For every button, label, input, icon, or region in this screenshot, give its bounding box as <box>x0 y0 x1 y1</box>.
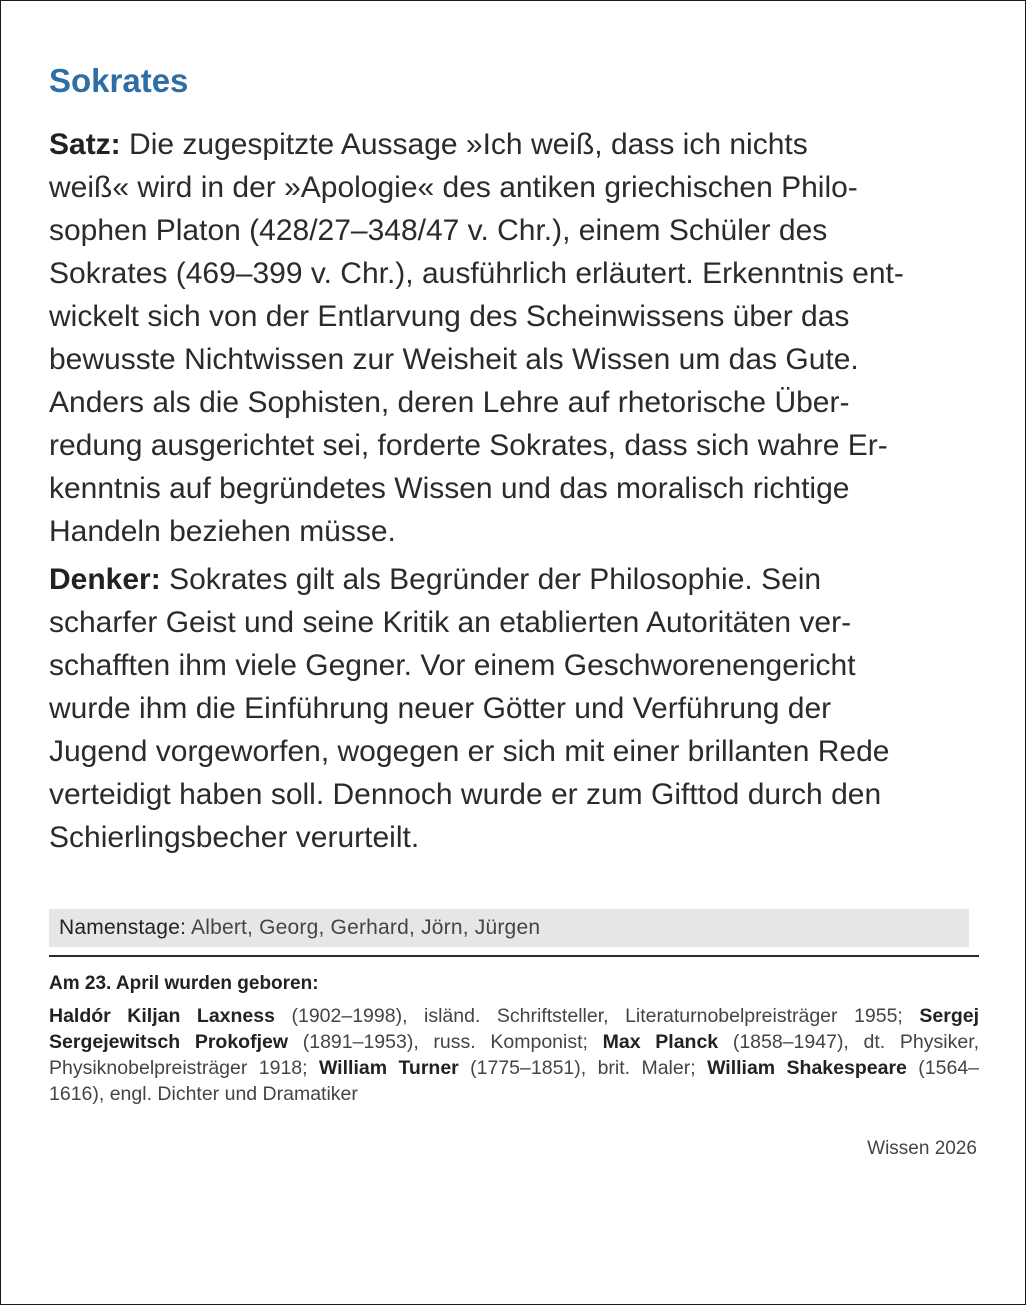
denker-paragraph <box>49 558 979 859</box>
denker-label: Denker: <box>49 563 161 596</box>
footer-source: Wissen 2026 <box>867 1138 977 1159</box>
birth-name: Sergej Sergejewitsch Prokofjew <box>49 1005 979 1053</box>
birth-details: (1564–1616), engl. Dichter und Dramatiker <box>49 1057 980 1105</box>
birth-details: (1858–1947), dt. Physiker, Physiknobelpreisträger 1918; <box>49 1031 980 1079</box>
births-list <box>49 1003 979 1107</box>
main-content <box>49 61 979 859</box>
satz-line: sophen Platon (428/27–348/47 v. Chr.), einem Schüler des <box>49 214 828 247</box>
namenstage-names: Albert, Georg, Gerhard, Jörn, Jürgen <box>191 916 541 939</box>
denker-line: Sokrates gilt als Begründer der Philosophie. Sein <box>169 563 822 596</box>
page-title: Sokrates <box>49 62 189 99</box>
satz-label: Satz: <box>49 128 121 161</box>
divider <box>49 955 979 957</box>
satz-line: bewusste Nichtwissen zur Weisheit als Wissen um das Gute. <box>49 343 859 376</box>
satz-line: Handeln beziehen müsse. <box>49 515 396 548</box>
satz-line: kenntnis auf begründetes Wissen und das moralisch richtige <box>49 472 850 505</box>
denker-line: verteidigt haben soll. Dennoch wurde er zum Gifttod durch den <box>49 778 882 811</box>
denker-line: Schierlingsbecher verurteilt. <box>49 821 420 854</box>
birth-details: (1891–1953), russ. Komponist; <box>302 1031 588 1053</box>
denker-line: Jugend vorgeworfen, wogegen er sich mit einer brillanten Rede <box>49 735 890 768</box>
birth-name: William Shakespeare <box>707 1057 907 1079</box>
namenstage-bar <box>49 909 969 947</box>
birth-name: William Turner <box>318 1057 459 1079</box>
satz-line: wickelt sich von der Entlarvung des Scheinwissens über das <box>49 300 850 333</box>
denker-line: schafften ihm viele Gegner. Vor einem Geschworenengericht <box>49 649 856 682</box>
namenstage-label: Namenstage: <box>59 916 187 939</box>
satz-paragraph <box>49 123 979 553</box>
satz-line: Die zugespitzte Aussage »Ich weiß, dass ich nichts <box>129 128 808 161</box>
denker-line: wurde ihm die Einführung neuer Götter und Verführung der <box>49 692 832 725</box>
satz-line: redung ausgerichtet sei, forderte Sokrates, dass sich wahre Er- <box>49 429 888 462</box>
satz-line: weiß« wird in der »Apologie« des antiken griechischen Philo- <box>49 171 858 204</box>
birth-details: (1775–1851), brit. Maler; <box>470 1057 696 1079</box>
satz-line: Sokrates (469–399 v. Chr.), ausführlich erläutert. Erkenntnis ent- <box>49 257 904 290</box>
birth-name: Haldór Kiljan Laxness <box>49 1005 275 1027</box>
birth-name: Max Planck <box>602 1031 719 1053</box>
denker-line: scharfer Geist und seine Kritik an etablierten Autoritäten ver- <box>49 606 852 639</box>
births-heading: Am 23. April wurden geboren: <box>49 973 319 994</box>
birth-details: (1902–1998), isländ. Schriftsteller, Literaturnobelpreisträger 1955; <box>291 1005 903 1027</box>
satz-line: Anders als die Sophisten, deren Lehre auf rhetorische Über- <box>49 386 850 419</box>
